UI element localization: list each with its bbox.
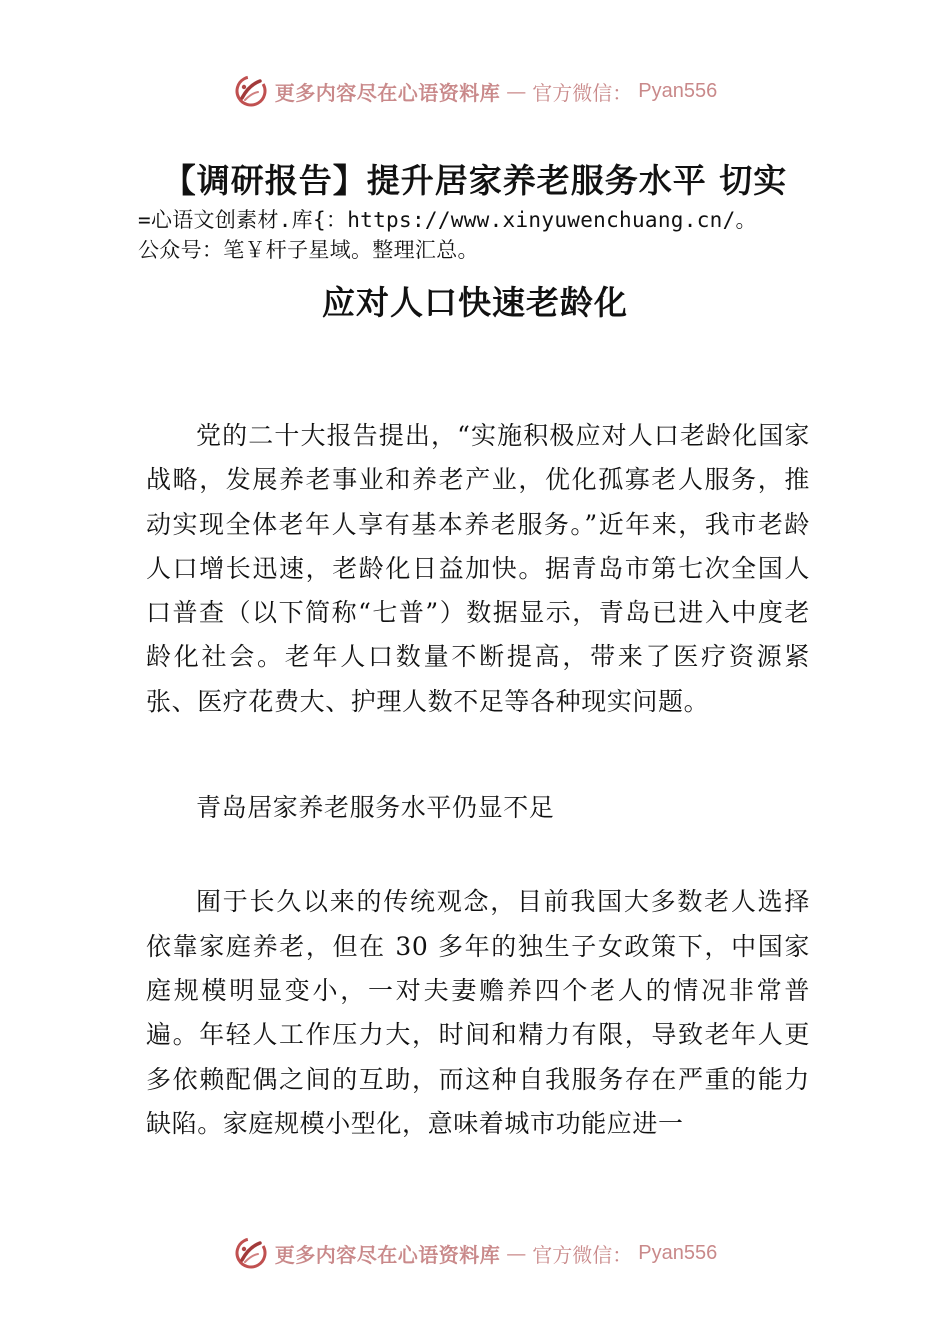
paragraph-spacer <box>146 724 810 786</box>
banner-wechat-label: 官方微信： <box>532 80 633 105</box>
body-paragraph-1: 党的二十大报告提出，“实施积极应对人口老龄化国家战略，发展养老事业和养老产业，优化孤寡老人服务，推动实现全体老年人享有基本养老服务。”近年来，我市老龄人口增长迅速，老龄化日益加快。据青岛市第七次全国人口普查（以下简称“七普”）数据显示，青岛已进入中度老龄化社会。老年人口数量不断提高，带来了医疗资源紧张、医疗花费大、护理人数不足等各种现实问题。 <box>146 421 810 716</box>
banner-separator: — <box>506 79 527 103</box>
paragraph-spacer <box>146 830 810 880</box>
brush-circle-logo-icon <box>233 1235 269 1271</box>
body-paragraph-2: 囿于长久以来的传统观念，目前我国大多数老人选择依靠家庭养老，但在 30 多年的独生子女政策下，中国家庭规模明显变小，一对夫妻赡养四个老人的情况非常普遍。年轻人工作压力大，时间和精力有限，导致老年人更多依赖配偶之间的互助，而这种自我服务存在严重的能力缺陷。家庭规模小型化，意味着城市功能应进一 <box>146 887 810 1138</box>
header-watermark-banner <box>0 66 950 116</box>
banner-wechat-id: Pyan556 <box>638 79 718 102</box>
banner-text: 更多内容尽在心语资料库 <box>274 80 501 105</box>
footer-watermark-banner <box>0 1228 950 1278</box>
brush-circle-logo-icon <box>233 73 269 109</box>
banner-text: 更多内容尽在心语资料库 <box>274 1242 501 1267</box>
source-line-account: 公众号：笔￥杆子星域。整理汇总。 <box>138 238 479 262</box>
document-title-line2: 应对人口快速老龄化 <box>322 283 628 322</box>
banner-wechat-id: Pyan556 <box>638 1241 718 1264</box>
section-subheading: 青岛居家养老服务水平仍显不足 <box>196 793 555 823</box>
document-body <box>146 414 810 1146</box>
banner-wechat-label: 官方微信： <box>532 1242 633 1267</box>
document-title-line1: 【调研报告】提升居家养老服务水平 切实 <box>162 161 788 200</box>
banner-separator: — <box>506 1241 527 1265</box>
source-line-website: =心语文创素材.库{：https://www.xinyuwenchuang.cn/。 <box>138 208 757 232</box>
